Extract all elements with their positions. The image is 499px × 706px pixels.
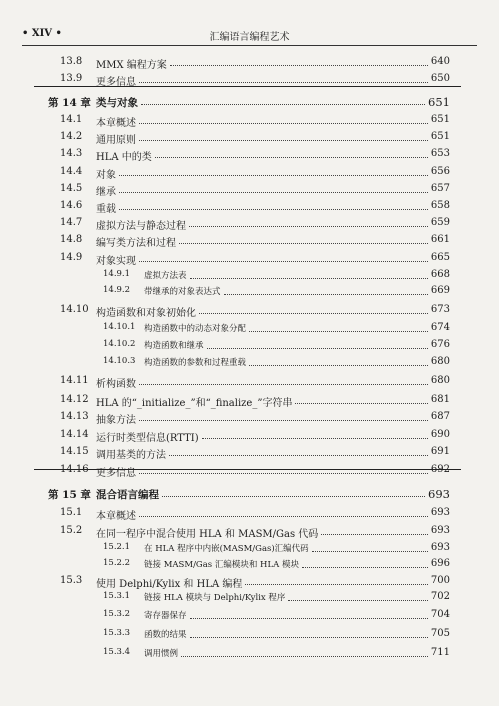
toc-leader-dots	[249, 365, 428, 366]
toc-entry-number: 14.11	[60, 375, 89, 386]
toc-entry-label: 构造函数的参数和过程重载	[144, 358, 247, 368]
toc-entry-row	[0, 56, 499, 73]
toc-entry-row	[0, 609, 499, 626]
toc-entry-label: 在 HLA 程序中内嵌(MASM/Gas)汇编代码	[144, 544, 309, 554]
toc-entry-row	[0, 525, 499, 542]
toc-page-number: 651	[430, 114, 450, 125]
toc-leader-dots	[139, 516, 428, 517]
toc-entry-row	[0, 464, 499, 481]
toc-entry-row	[0, 446, 499, 463]
toc-entry-number: 14.12	[60, 394, 89, 405]
toc-entry-number: 14.13	[60, 411, 89, 422]
toc-entry-row	[0, 166, 499, 183]
toc-entry-number: 15.3.2	[103, 609, 131, 619]
toc-page-number: 651	[430, 131, 450, 142]
toc-entry-number: 15.3.4	[103, 647, 131, 657]
toc-leader-dots	[288, 600, 428, 601]
chapter-divider	[34, 469, 461, 470]
toc-entry-number: 14.7	[60, 217, 83, 228]
toc-entry-number: 14.9.1	[103, 269, 131, 279]
toc-leader-dots	[139, 123, 428, 124]
toc-page-number: 700	[430, 575, 450, 586]
toc-entry-row	[0, 285, 499, 302]
toc-entry-number: 第 15 章	[48, 489, 91, 501]
toc-entry-row	[0, 647, 499, 664]
toc-entry-number: 15.1	[60, 507, 83, 518]
toc-entry-label: 虚拟方法表	[144, 271, 187, 281]
toc-page-number: 653	[430, 148, 450, 159]
toc-leader-dots	[119, 192, 428, 193]
toc-entry-number: 第 14 章	[48, 97, 91, 109]
toc-entry-row	[0, 628, 499, 645]
toc-entry-label: 虚拟方法与静态过程	[96, 221, 186, 232]
toc-entry-number: 15.2	[60, 525, 83, 536]
toc-entry-label: MMX 编程方案	[96, 60, 167, 71]
toc-entry-number: 14.8	[60, 234, 83, 245]
toc-page-number: 693	[430, 542, 450, 553]
toc-leader-dots	[202, 438, 428, 439]
toc-leader-dots	[139, 261, 428, 262]
toc-leader-dots	[190, 278, 428, 279]
toc-entry-row	[0, 507, 499, 524]
toc-leader-dots	[312, 551, 428, 552]
toc-leader-dots	[139, 140, 428, 141]
toc-entry-number: 13.8	[60, 56, 83, 67]
toc-entry-row	[0, 148, 499, 165]
toc-entry-label: 抽象方法	[96, 415, 136, 426]
toc-entry-label: 调用基类的方法	[96, 450, 166, 461]
toc-leader-dots	[190, 637, 428, 638]
toc-entry-label: 调用惯例	[144, 649, 179, 659]
toc-entry-row	[0, 304, 499, 321]
header-rule	[22, 45, 477, 46]
toc-entry-label: 更多信息	[96, 77, 136, 88]
toc-page-number: 687	[430, 411, 450, 422]
toc-entry-label: 构造函数和对象初始化	[96, 308, 196, 319]
toc-entry-number: 15.3.3	[103, 628, 131, 638]
toc-entry-label: 继承	[96, 187, 116, 198]
toc-entry-label: HLA 中的类	[96, 152, 152, 163]
toc-page-number: 704	[430, 609, 450, 620]
toc-entry-number: 13.9	[60, 73, 83, 84]
toc-page-number: 659	[430, 217, 450, 228]
toc-entry-label: 本章概述	[96, 118, 136, 129]
toc-entry-row	[0, 217, 499, 234]
toc-entry-label: HLA 的“_initialize_”和“_finalize_”字符串	[96, 398, 293, 409]
toc-leader-dots	[249, 331, 428, 332]
toc-page-number: 693	[428, 487, 450, 501]
toc-leader-dots	[190, 618, 428, 619]
page-number: • XIV •	[22, 28, 62, 39]
toc-entry-row	[0, 575, 499, 592]
toc-entry-number: 14.1	[60, 114, 83, 125]
toc-entry-label: 构造函数和继承	[144, 341, 204, 351]
chapter-divider	[34, 86, 461, 87]
toc-leader-dots	[155, 157, 428, 158]
toc-entry-number: 15.2.2	[103, 558, 131, 568]
toc-leader-dots	[189, 226, 428, 227]
toc-entry-row	[0, 269, 499, 286]
toc-leader-dots	[207, 348, 428, 349]
toc-page-number: 669	[430, 285, 450, 296]
toc-entry-row	[0, 591, 499, 608]
toc-page-number: 693	[430, 507, 450, 518]
toc-entry-number: 14.10.3	[103, 356, 136, 366]
toc-entry-label: 寄存器保存	[144, 611, 187, 621]
toc-page-number: 661	[430, 234, 450, 245]
toc-page-number: 702	[430, 591, 450, 602]
toc-leader-dots	[139, 420, 428, 421]
toc-entry-number: 15.3.1	[103, 591, 131, 601]
toc-entry-number: 14.15	[60, 446, 89, 457]
toc-page-number: 680	[430, 356, 450, 367]
toc-leader-dots	[139, 473, 428, 474]
toc-entry-label: 运行时类型信息(RTTI)	[96, 433, 199, 444]
toc-leader-dots	[119, 175, 428, 176]
toc-chapter-row	[0, 487, 499, 504]
toc-entry-number: 15.2.1	[103, 542, 131, 552]
toc-entry-row	[0, 429, 499, 446]
toc-entry-label: 对象实现	[96, 256, 136, 267]
toc-entry-row	[0, 252, 499, 269]
toc-entry-row	[0, 73, 499, 90]
book-title: 汇编语言编程艺术	[209, 32, 290, 43]
toc-entry-number: 14.9.2	[103, 285, 131, 295]
toc-page-number: 640	[430, 56, 450, 67]
toc-leader-dots	[139, 82, 428, 83]
toc-entry-row	[0, 375, 499, 392]
toc-leader-dots	[119, 209, 428, 210]
toc-entry-number: 14.14	[60, 429, 89, 440]
toc-entry-number: 14.5	[60, 183, 83, 194]
toc-page-number: 696	[430, 558, 450, 569]
toc-leader-dots	[169, 455, 428, 456]
toc-entry-number: 14.4	[60, 166, 83, 177]
toc-entry-label: 构造函数中的动态对象分配	[144, 324, 247, 334]
toc-entry-row	[0, 339, 499, 356]
toc-entry-row	[0, 558, 499, 575]
toc-entry-row	[0, 394, 499, 411]
toc-leader-dots	[179, 243, 428, 244]
toc-entry-row	[0, 200, 499, 217]
toc-page-number: 674	[430, 322, 450, 333]
toc-entry-label: 带继承的对象表达式	[144, 287, 221, 297]
toc-entry-row	[0, 114, 499, 131]
toc-page-number: 692	[430, 464, 450, 475]
toc-page-number: 656	[430, 166, 450, 177]
toc-chapter-row	[0, 95, 499, 112]
toc-entry-label: 在同一程序中混合使用 HLA 和 MASM/Gas 代码	[96, 529, 319, 540]
toc-leader-dots	[224, 294, 428, 295]
toc-page-number: 691	[430, 446, 450, 457]
toc-page-number: 665	[430, 252, 450, 263]
toc-page-number: 651	[428, 95, 450, 109]
toc-entry-label: 对象	[96, 170, 116, 181]
toc-entry-number: 15.3	[60, 575, 83, 586]
toc-entry-number: 14.16	[60, 464, 89, 475]
toc-page-number: 676	[430, 339, 450, 350]
toc-leader-dots	[295, 403, 428, 404]
toc-page-number: 673	[430, 304, 450, 315]
toc-page-number: 650	[430, 73, 450, 84]
toc-leader-dots	[321, 534, 428, 535]
toc-entry-number: 14.9	[60, 252, 83, 263]
toc-entry-number: 14.3	[60, 148, 83, 159]
toc-entry-label: 更多信息	[96, 468, 136, 479]
toc-page-number: 711	[430, 647, 450, 658]
toc-entry-number: 14.10	[60, 304, 89, 315]
toc-page-number: 690	[430, 429, 450, 440]
toc-entry-number: 14.2	[60, 131, 83, 142]
toc-page-number: 693	[430, 525, 450, 536]
toc-entry-label: 重载	[96, 204, 116, 215]
page-header	[22, 28, 477, 44]
toc-entry-row	[0, 356, 499, 373]
toc-entry-number: 14.10.2	[103, 339, 136, 349]
toc-page-number: 657	[430, 183, 450, 194]
toc-leader-dots	[302, 567, 428, 568]
toc-entry-row	[0, 411, 499, 428]
toc-entry-row	[0, 234, 499, 251]
toc-entry-row	[0, 542, 499, 559]
toc-entry-label: 链接 MASM/Gas 汇编模块和 HLA 模块	[144, 560, 299, 570]
toc-leader-dots	[162, 496, 425, 497]
toc-entry-label: 类与对象	[96, 97, 138, 109]
toc-leader-dots	[199, 313, 428, 314]
toc-leader-dots	[181, 656, 428, 657]
toc-entry-number: 14.6	[60, 200, 83, 211]
toc-entry-label: 函数的结果	[144, 630, 187, 640]
toc-leader-dots	[141, 104, 425, 105]
toc-entry-label: 链接 HLA 模块与 Delphi/Kylix 程序	[144, 593, 286, 603]
toc-entry-label: 混合语言编程	[96, 489, 159, 501]
toc-entry-label: 使用 Delphi/Kylix 和 HLA 编程	[96, 579, 243, 590]
toc-entry-row	[0, 322, 499, 339]
toc-page-number: 681	[430, 394, 450, 405]
toc-entry-row	[0, 183, 499, 200]
toc-entry-number: 14.10.1	[103, 322, 136, 332]
toc-leader-dots	[245, 584, 428, 585]
toc-entry-label: 通用原则	[96, 135, 136, 146]
toc-page-number: 668	[430, 269, 450, 280]
toc-entry-row	[0, 131, 499, 148]
toc-page-number: 658	[430, 200, 450, 211]
toc-entry-label: 编写类方法和过程	[96, 238, 176, 249]
toc-page-number: 705	[430, 628, 450, 639]
toc-page-number: 680	[430, 375, 450, 386]
toc-leader-dots	[139, 384, 428, 385]
toc-leader-dots	[170, 65, 428, 66]
toc-entry-label: 析构函数	[96, 379, 136, 390]
toc-entry-label: 本章概述	[96, 511, 136, 522]
